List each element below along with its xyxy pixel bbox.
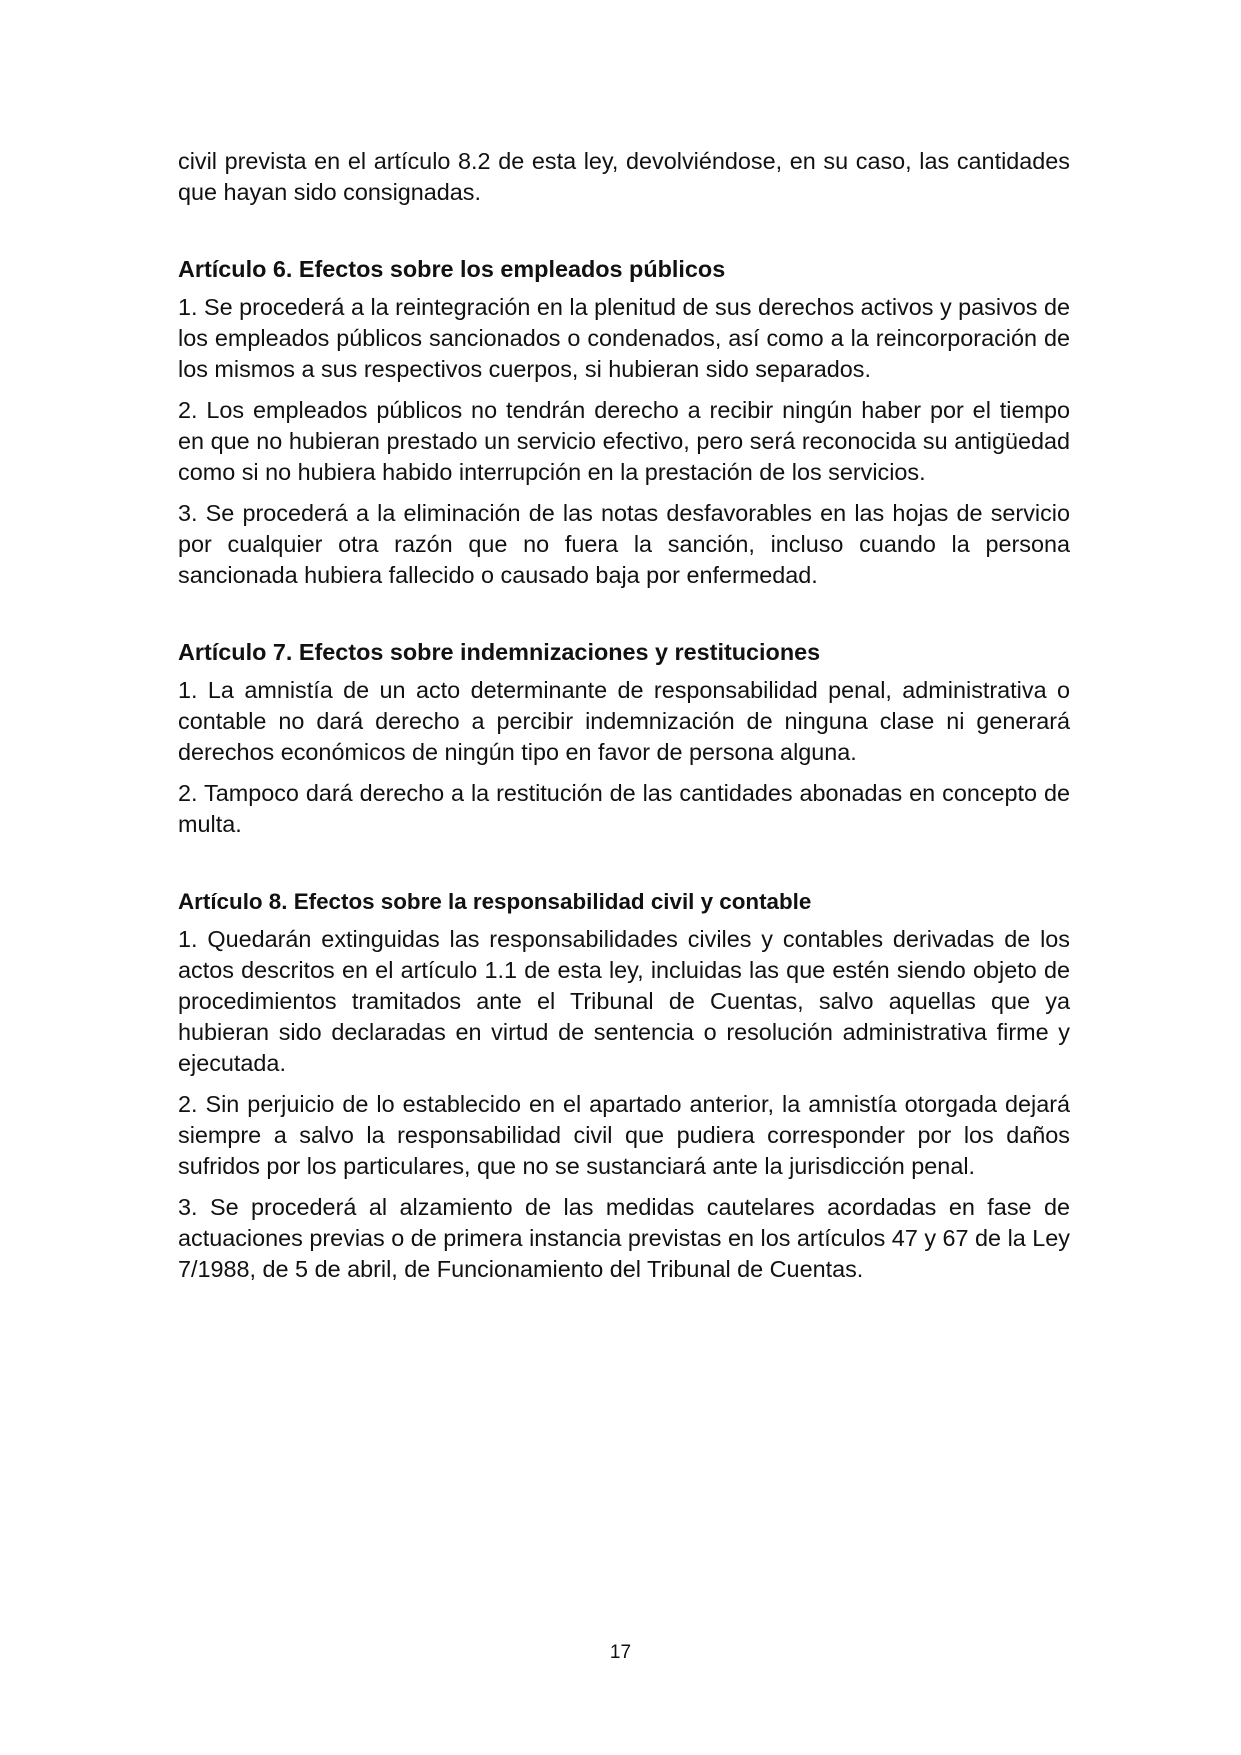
article-8-paragraph-3: 3. Se procederá al alzamiento de las medidas cautelares acordadas en fase de actuaciones previas o de primera instancia previstas en los artículos 47 y 67 de la Ley 7/1988, de 5 de abril, de Funcionamiento del Tribunal de Cuentas. <box>178 1194 1070 1282</box>
page-number: 17 <box>609 1642 632 1663</box>
intro-paragraph: civil prevista en el artículo 8.2 de esta ley, devolviéndose, en su caso, las cantidades que hayan sido consignadas. <box>178 148 1070 205</box>
article-6-paragraph-1: 1. Se procederá a la reintegración en la plenitud de sus derechos activos y pasivos de los empleados públicos sancionados o condenados, así como a la reincorporación de los mismos a sus respectivos cuerpos, si hubieran sido separados. <box>178 294 1070 382</box>
article-7-paragraph-1: 1. La amnistía de un acto determinante de responsabilidad penal, administrativa o contable no dará derecho a percibir indemnización de ninguna clase ni generará derechos económicos de ningún tipo en favor de persona alguna. <box>178 677 1070 765</box>
article-7 <box>178 637 1070 840</box>
article-7-title: Artículo 7. Efectos sobre indemnizaciones y restituciones <box>178 639 821 665</box>
article-7-paragraph-2: 2. Tampoco dará derecho a la restitución de las cantidades abonadas en concepto de multa. <box>178 780 1070 837</box>
article-6-title: Artículo 6. Efectos sobre los empleados públicos <box>178 256 726 282</box>
article-8-title: Artículo 8. Efectos sobre la responsabilidad civil y contable <box>178 889 812 914</box>
article-6-paragraph-3: 3. Se procederá a la eliminación de las notas desfavorables en las hojas de servicio por cualquier otra razón que no fuera la sanción, incluso cuando la persona sancionada hubiera fallecido o causado baja por enfermedad. <box>178 500 1070 588</box>
article-8 <box>178 886 1070 1285</box>
article-8-paragraph-1: 1. Quedarán extinguidas las responsabilidades civiles y contables derivadas de los actos descritos en el artículo 1.1 de esta ley, incluidas las que estén siendo objeto de procedimientos tramitados ante el Tribunal de Cuentas, salvo aquellas que ya hubieran sido declaradas en virtud de sentencia o resolución administrativa firme y ejecutada. <box>178 926 1070 1076</box>
article-8-paragraph-2: 2. Sin perjuicio de lo establecido en el apartado anterior, la amnistía otorgada dejará siempre a salvo la responsabilidad civil que pudiera corresponder por los daños sufridos por los particulares, que no se sustanciará ante la jurisdicción penal. <box>178 1091 1070 1179</box>
document-page <box>178 146 1070 1285</box>
article-6-paragraph-2: 2. Los empleados públicos no tendrán derecho a recibir ningún haber por el tiempo en que no hubieran prestado un servicio efectivo, pero será reconocida su antigüedad como si no hubiera habido interrupción en la prestación de los servicios. <box>178 397 1070 485</box>
article-6 <box>178 254 1070 591</box>
